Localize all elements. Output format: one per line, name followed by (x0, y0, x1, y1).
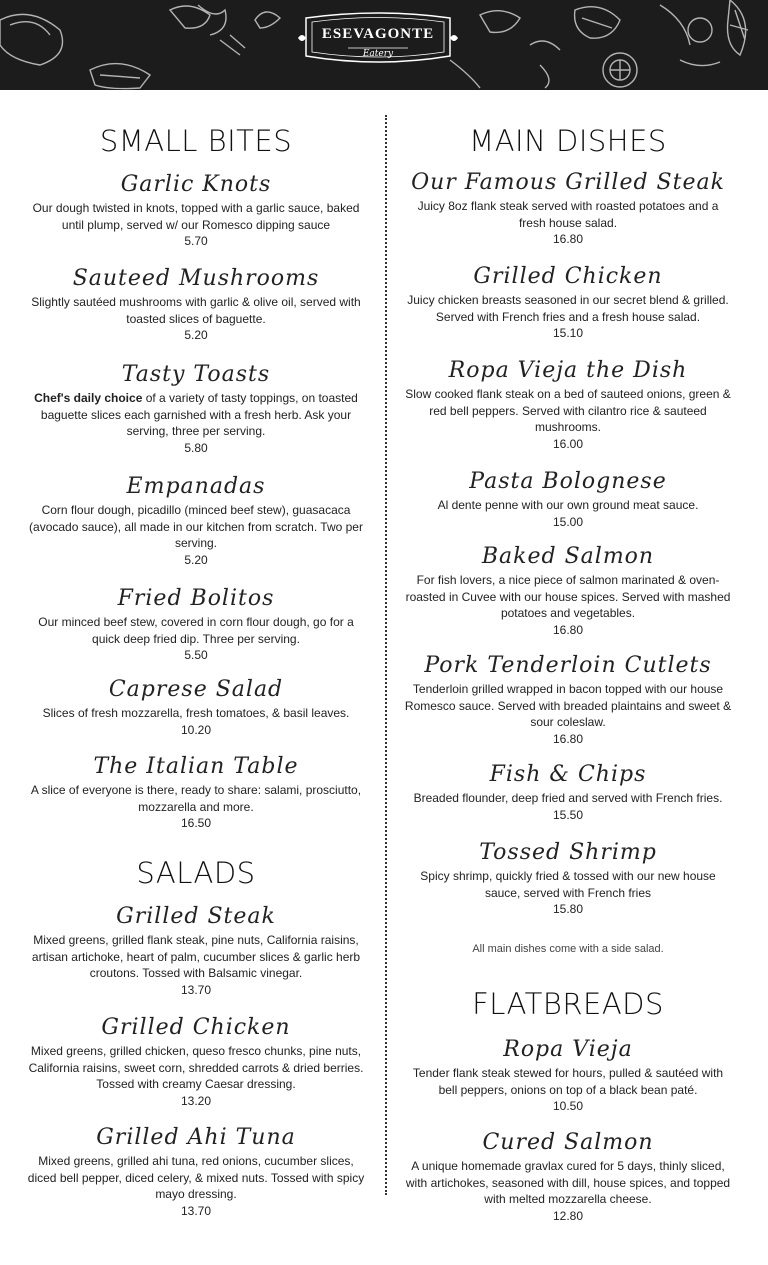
item-description: Juicy chicken breasts seasoned in our secret blend & grilled. Served with French fries and a fresh house salad. (407, 293, 729, 324)
item-name: Empanadas (126, 474, 266, 499)
menu-item-pork-tenderloin-cutlets (398, 651, 738, 747)
item-name: Our Famous Grilled Steak (411, 170, 725, 195)
item-price: 12.80 (552, 1208, 584, 1223)
item-description: Mixed greens, grilled chicken, queso fresco chunks, pine nuts, California raisins, sweet corn, shredded carrots & dried berries. Tossed with creamy Caesar dressing. (28, 1044, 364, 1091)
item-description: A slice of everyone is there, ready to share: salami, prosciutto, mozzarella and more. (30, 783, 362, 814)
item-name: The Italian Table (93, 754, 299, 779)
menu-item-fried-bolitos (20, 584, 372, 663)
menu-item-flatbread-cured-salmon (398, 1128, 738, 1224)
item-description: Slightly sautéed mushrooms with garlic & olive oil, served with toasted slices of baguette. (31, 295, 361, 326)
item-price: 5.70 (184, 234, 208, 248)
item-description-highlight: Chef's daily choice (34, 391, 143, 405)
item-description: Al dente penne with our own ground meat sauce. (437, 498, 699, 512)
section-title-main-dishes: MAIN DISHES (469, 124, 667, 158)
item-price: 5.80 (184, 440, 208, 455)
item-price: 13.70 (180, 982, 212, 997)
item-price: 5.20 (184, 552, 208, 567)
item-name: Grilled Ahi Tuna (96, 1125, 296, 1150)
menu-item-italian-table (20, 752, 372, 831)
item-name: Baked Salmon (481, 544, 655, 569)
menu-item-salad-grilled-steak (20, 902, 372, 998)
menu-item-empanadas (20, 472, 372, 568)
menu-item-pasta-bolognese (398, 467, 738, 530)
menu-item-main-grilled-chicken (398, 262, 738, 341)
item-name: Fish & Chips (489, 762, 647, 787)
item-price: 10.20 (180, 722, 212, 737)
restaurant-subtitle: Eatery (362, 49, 394, 59)
item-name: Fried Bolitos (117, 586, 275, 611)
item-name: Tasty Toasts (121, 362, 271, 387)
item-description: Slices of fresh mozzarella, fresh tomatoes, & basil leaves. (42, 706, 350, 720)
menu-item-fish-and-chips (398, 760, 738, 823)
item-name: Ropa Vieja (503, 1037, 633, 1062)
menu-item-tasty-toasts (20, 360, 372, 456)
menu-item-ropa-vieja-dish (398, 356, 738, 452)
item-name: Grilled Chicken (473, 264, 663, 289)
item-price: 15.10 (552, 326, 584, 340)
menu-item-caprese-salad (20, 675, 372, 738)
item-name: Pasta Bolognese (469, 469, 667, 494)
item-price: 15.50 (552, 807, 584, 822)
section-title-small-bites: SMALL BITES (99, 124, 293, 158)
item-name: Tossed Shrimp (479, 840, 657, 865)
item-price: 15.00 (552, 514, 584, 529)
item-name: Sauteed Mushrooms (72, 266, 320, 291)
item-price: 16.80 (552, 622, 584, 637)
item-price: 15.80 (552, 902, 584, 916)
item-price: 5.20 (184, 328, 208, 342)
item-price: 10.50 (552, 1099, 584, 1113)
item-price: 16.00 (552, 436, 584, 451)
menu-item-salad-grilled-ahi-tuna (20, 1123, 372, 1219)
menu-item-garlic-knots (20, 170, 372, 249)
item-price: 16.80 (552, 232, 584, 246)
item-price: 13.70 (180, 1203, 212, 1218)
item-description: Our dough twisted in knots, topped with a garlic sauce, baked until plump, served w/ our Romesco dipping sauce (32, 201, 360, 232)
item-description: Corn flour dough, picadillo (minced beef stew), guasacaca (avocado sauce), all made in our kitchen from scratch. Two per serving. (29, 503, 363, 550)
item-name: Pork Tenderloin Cutlets (424, 653, 712, 678)
item-description: Our minced beef stew, covered in corn flour dough, go for a quick deep fried dip. Three per serving. (38, 615, 354, 646)
main-dishes-note: All main dishes come with a side salad. (472, 943, 664, 955)
item-description: Tender flank steak stewed for hours, pulled & sautéed with bell peppers, onions on top of a black bean paté. (412, 1066, 724, 1097)
item-name: Grilled Chicken (101, 1015, 291, 1040)
menu-item-baked-salmon (398, 542, 738, 638)
item-description-rest: of a variety of tasty toppings, on toasted baguette slices each garnished with a fresh herb. Ask your serving, three per serving. (40, 391, 358, 438)
menu-item-tossed-shrimp (398, 838, 738, 917)
item-description: Tenderloin grilled wrapped in bacon topped with our house Romesco sauce. Served with breaded plaintains and sweet & sour coleslaw. (404, 682, 732, 729)
item-price: 5.50 (184, 648, 208, 662)
menu-item-flatbread-ropa-vieja (398, 1035, 738, 1114)
menu-item-sauteed-mushrooms (20, 264, 372, 343)
item-description: Slow cooked flank steak on a bed of sauteed onions, green & red bell peppers. Served with cilantro rice & sauteed mushrooms. (405, 387, 731, 434)
item-price: 13.20 (180, 1093, 212, 1108)
menu-item-famous-grilled-steak (398, 168, 738, 247)
item-price: 16.80 (552, 731, 584, 746)
logo (298, 8, 458, 70)
item-name: Cured Salmon (482, 1130, 654, 1155)
item-name: Caprese Salad (108, 677, 284, 702)
restaurant-name: ESEVAGONTE (321, 26, 435, 42)
item-description: A unique homemade gravlax cured for 5 days, thinly sliced, with artichokes, seasoned with dill, house spices, and topped with melted mozzarella cheese. (405, 1159, 731, 1206)
item-description: Mixed greens, grilled flank steak, pine nuts, California raisins, artisan artichoke, heart of palm, cucumber slices & garlic herb croutons. Tossed with Balsamic vinegar. (31, 933, 361, 980)
item-description: For fish lovers, a nice piece of salmon marinated & oven-roasted in Cuvee with our house spices. Served with mashed potatoes and vegetables. (405, 573, 731, 620)
item-description: Spicy shrimp, quickly fried & tossed with our new house sauce, served with French fries (420, 869, 716, 900)
item-price: 16.50 (180, 816, 212, 830)
item-description: Juicy 8oz flank steak served with roasted potatoes and a fresh house salad. (417, 199, 719, 230)
item-description: Mixed greens, grilled ahi tuna, red onions, cucumber slices, diced bell pepper, diced celery, & mixed nuts. Tossed with spicy mayo dressing. (27, 1154, 365, 1201)
header-banner (0, 0, 768, 90)
item-description (20, 390, 372, 440)
item-name: Grilled Steak (116, 904, 276, 929)
section-title-flatbreads: FLATBREADS (472, 987, 664, 1021)
column-divider (385, 115, 387, 1195)
item-description: Breaded flounder, deep fried and served with French fries. (413, 791, 723, 805)
item-name: Garlic Knots (120, 172, 272, 197)
section-title-salads: SALADS (136, 856, 256, 890)
menu-item-salad-grilled-chicken (20, 1013, 372, 1109)
item-name: Ropa Vieja the Dish (448, 358, 688, 383)
